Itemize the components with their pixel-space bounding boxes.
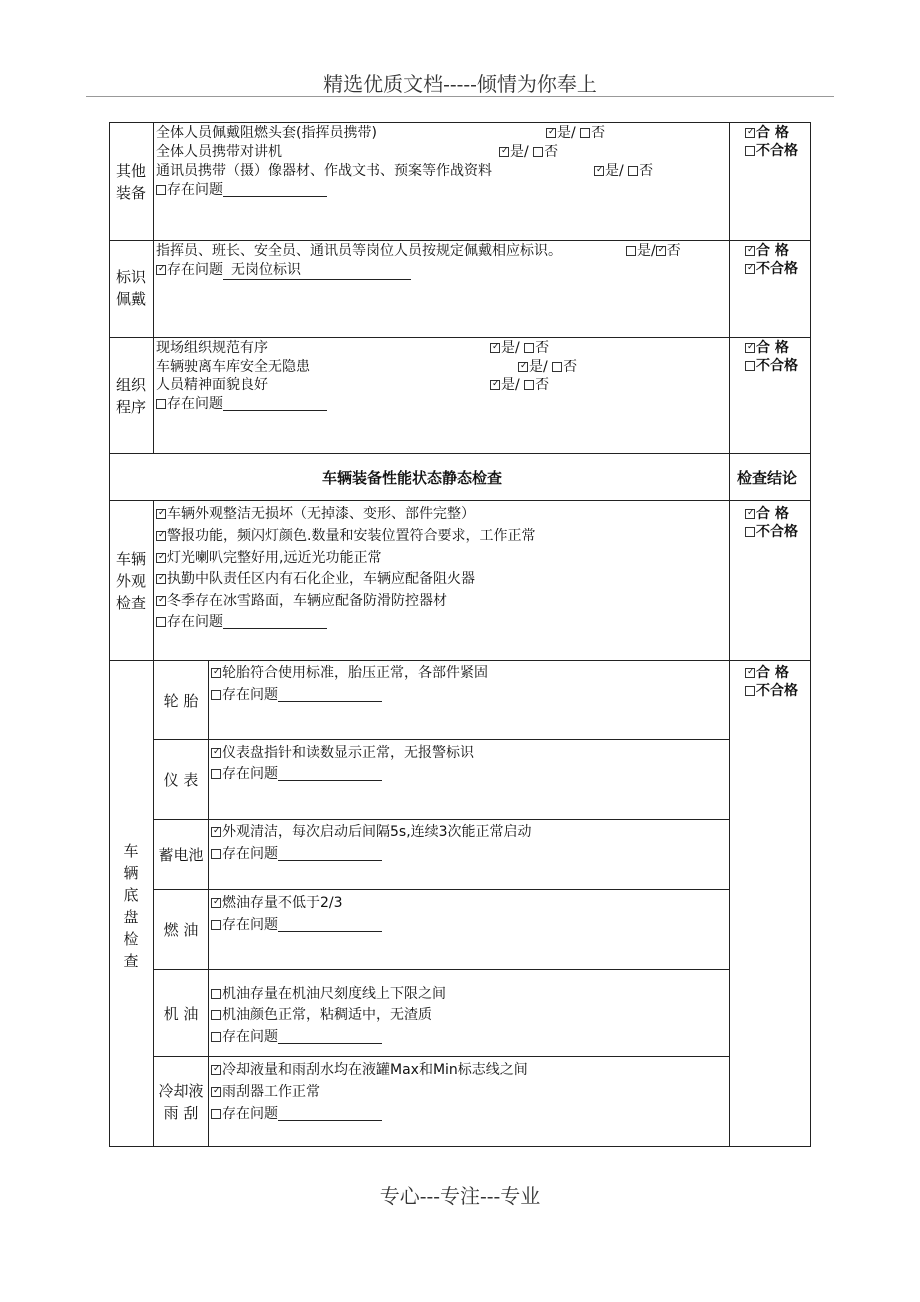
other-problem: 存在问题 [156,181,327,199]
org-result: ✓合 格 不合格 [745,339,798,375]
other-item-3: 通讯员携带（摄）像器材、作战文书、预案等作战资料 [156,163,492,179]
yes-checkbox[interactable] [546,128,556,138]
coolant-item-1: ✓冷却液量和雨刮水均在液罐Max和Min标志线之间 [211,1061,528,1079]
section-title-static-check: 车辆装备性能状态静态检查 [322,469,503,487]
row-label-other-equipment: 其他装备 [115,162,146,202]
yes-checkbox[interactable] [626,246,636,256]
col-divider-sub [208,660,209,1147]
problem-checkbox[interactable] [211,690,221,700]
item-checkbox[interactable] [211,668,221,678]
item-checkbox[interactable] [211,1010,221,1020]
pass-checkbox[interactable] [745,509,755,519]
section-title-conclusion: 检查结论 [737,469,798,487]
problem-checkbox[interactable] [211,1032,221,1042]
problem-checkbox[interactable] [156,617,166,627]
oil-problem: 存在问题 [211,1028,382,1046]
sub-label-oil: 机 油 [163,1005,199,1023]
oil-item-2: 机油颜色正常，粘稠适中，无渣质 [211,1006,432,1024]
row-divider [153,819,729,820]
problem-blank[interactable] [278,846,382,861]
other-result: ✓合 格 不合格 [745,124,798,160]
no-checkbox[interactable] [656,246,666,256]
appearance-item-2: ✓警报功能，频闪灯颜色.数量和安装位置符合要求，工作正常 [156,527,535,545]
problem-text[interactable]: 无岗位标识 [223,261,411,280]
coolant-item-2: ✓雨刮器工作正常 [211,1083,320,1101]
org-item-2: 车辆驶离车库安全无隐患 [156,359,310,375]
badge-result: ✓合 格 ✓不合格 [745,242,798,278]
org-item-2-choice: ✓ 是/ 否 [518,358,577,376]
col-divider-left [153,500,154,1147]
problem-checkbox[interactable] [211,849,221,859]
gauge-item-1: ✓仪表盘指针和读数显示正常，无报警标识 [211,744,474,762]
no-checkbox[interactable] [552,362,562,372]
battery-problem: 存在问题 [211,845,382,863]
fail-checkbox[interactable] [745,361,755,371]
problem-blank[interactable] [278,917,382,932]
other-item-2-choice: ✓ 是/ 否 [499,143,558,161]
problem-checkbox[interactable] [211,920,221,930]
row-divider [109,660,811,661]
row-divider [153,739,729,740]
fuel-item-1: ✓燃油存量不低于2/3 [211,894,343,912]
sub-label-coolant: 冷却液 雨 刮 [158,1082,204,1122]
fail-checkbox[interactable] [745,146,755,156]
org-item-3: 人员精神面貌良好 [156,377,268,393]
item-checkbox[interactable] [211,1087,221,1097]
fuel-problem: 存在问题 [211,916,382,934]
page-header: 精选优质文档-----倾情为你奉上 [323,72,597,96]
problem-checkbox[interactable] [211,1109,221,1119]
item-checkbox[interactable] [156,553,166,563]
problem-blank[interactable] [278,766,382,781]
pass-checkbox[interactable] [745,128,755,138]
problem-blank[interactable] [278,687,382,702]
appearance-problem: 存在问题 [156,613,327,631]
other-item-2: 全体人员携带对讲机 [156,144,282,160]
badge-item-1: 指挥员、班长、安全员、通讯员等岗位人员按规定佩戴相应标识。 [156,243,562,259]
tire-item-1: ✓轮胎符合使用标准，胎压正常，各部件紧固 [211,664,488,682]
item-checkbox[interactable] [211,898,221,908]
appearance-item-3: ✓灯光喇叭完整好用,远近光功能正常 [156,549,381,567]
col-divider-left [153,122,154,454]
problem-blank[interactable] [223,182,327,197]
fail-checkbox[interactable] [745,264,755,274]
row-label-chassis: 车辆底盘检查 [123,842,139,970]
battery-item-1: ✓外观清洁，每次启动后间隔5s,连续3次能正常启动 [211,823,532,841]
problem-blank[interactable] [278,1029,382,1044]
oil-item-1: 机油存量在机油尺刻度线上下限之间 [211,985,446,1003]
row-divider [109,240,811,241]
tire-problem: 存在问题 [211,686,382,704]
item-checkbox[interactable] [211,1065,221,1075]
problem-checkbox[interactable] [211,769,221,779]
appearance-item-1: ✓车辆外观整洁无损坏（无掉漆、变形、部件完整） [156,505,475,523]
item-checkbox[interactable] [211,748,221,758]
item-checkbox[interactable] [156,531,166,541]
problem-blank[interactable] [278,1106,382,1121]
item-checkbox[interactable] [156,574,166,584]
item-checkbox[interactable] [211,827,221,837]
yes-checkbox[interactable] [518,362,528,372]
no-checkbox[interactable] [580,128,590,138]
row-label-appearance: 车辆外观检查 [115,550,146,612]
sub-label-fuel: 燃 油 [163,921,199,939]
row-divider [153,969,729,970]
row-divider [109,337,811,338]
item-checkbox[interactable] [156,596,166,606]
sub-label-battery: 蓄电池 [158,846,204,864]
no-checkbox[interactable] [524,343,534,353]
appearance-item-4: ✓执勤中队责任区内有石化企业，车辆应配备阻火器 [156,570,475,588]
no-checkbox[interactable] [524,380,534,390]
gauge-problem: 存在问题 [211,765,382,783]
header-rule [86,96,834,97]
sub-label-gauge: 仪 表 [163,771,199,789]
org-item-1-choice: ✓ 是/ 否 [490,339,549,357]
pass-checkbox[interactable] [745,343,755,353]
no-checkbox[interactable] [628,166,638,176]
other-item-1: 全体人员佩戴阻燃头套(指挥员携带) [156,125,377,141]
pass-checkbox[interactable] [745,246,755,256]
item-checkbox[interactable] [211,989,221,999]
badge-problem: ✓存在问题 无岗位标识 [156,261,411,280]
row-divider [109,453,811,454]
other-item-1-choice: ✓ 是/ 否 [546,124,605,142]
appearance-item-5: ✓冬季存在冰雪路面，车辆应配备防滑防控器材 [156,592,447,610]
row-label-badge: 标识佩戴 [115,268,146,308]
org-item-3-choice: ✓ 是/ 否 [490,376,549,394]
problem-checkbox[interactable] [156,399,166,409]
page-footer: 专心---专注---专业 [379,1184,541,1208]
pass-checkbox[interactable] [745,668,755,678]
sub-label-tire: 轮 胎 [163,692,199,710]
chassis-result: ✓合 格 不合格 [745,664,798,700]
problem-checkbox[interactable] [156,265,166,275]
row-label-org: 组织程序 [115,376,146,416]
col-divider-right [729,122,730,1147]
appearance-result: ✓合 格 不合格 [745,505,798,541]
org-item-1: 现场组织规范有序 [156,340,268,356]
fail-checkbox[interactable] [745,527,755,537]
row-divider [153,1056,729,1057]
fail-checkbox[interactable] [745,686,755,696]
no-checkbox[interactable] [533,147,543,157]
badge-item-1-choice: 是/✓ 否 [626,242,681,260]
problem-checkbox[interactable] [156,185,166,195]
org-problem: 存在问题 [156,395,327,413]
other-item-3-choice: ✓ 是/ 否 [594,162,653,180]
item-checkbox[interactable] [156,509,166,519]
yes-checkbox[interactable] [594,166,604,176]
yes-checkbox[interactable] [490,380,500,390]
coolant-problem: 存在问题 [211,1105,382,1123]
yes-checkbox[interactable] [499,147,509,157]
yes-checkbox[interactable] [490,343,500,353]
row-divider [153,889,729,890]
problem-blank[interactable] [223,396,327,411]
row-divider [109,500,811,501]
problem-blank[interactable] [223,614,327,629]
